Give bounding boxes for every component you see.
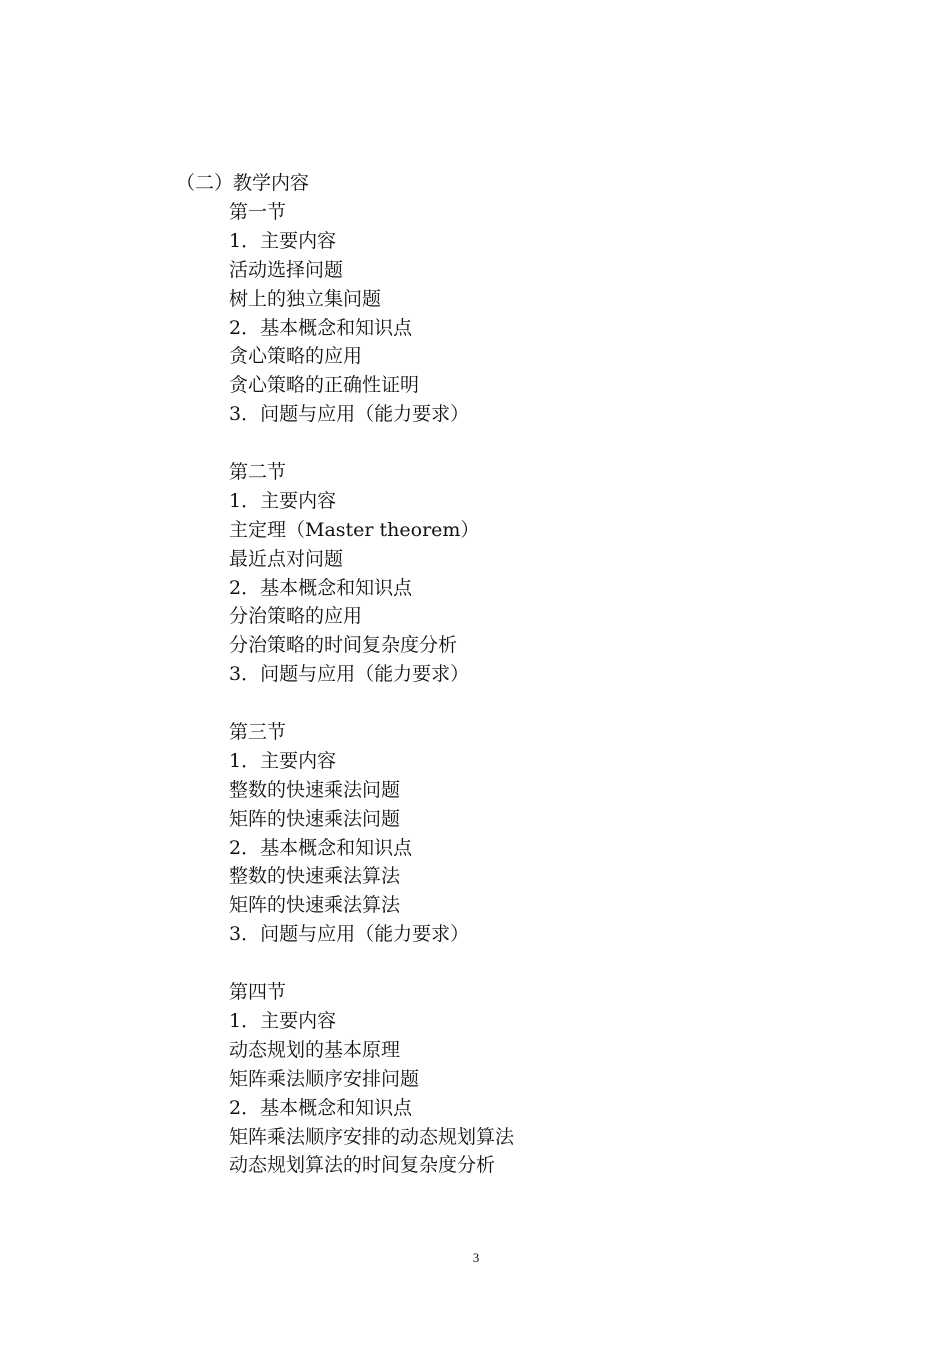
content-line: 3．问题与应用（能力要求） — [229, 923, 470, 946]
section-title-1: 第一节 — [229, 201, 287, 223]
content-line: 1．主要内容 — [229, 1009, 337, 1032]
content-line: 2．基本概念和知识点 — [229, 1096, 413, 1119]
content-line: 矩阵乘法顺序安排问题 — [229, 1067, 420, 1090]
content-line: 2．基本概念和知识点 — [229, 316, 413, 339]
section-title-4: 第四节 — [229, 981, 287, 1004]
content-line: 动态规划的基本原理 — [229, 1038, 401, 1061]
content-line: 主定理（Master theorem） — [229, 518, 480, 541]
content-line: 最近点对问题 — [229, 547, 344, 570]
blank-line — [229, 689, 869, 718]
page-number: 3 — [472, 1250, 480, 1265]
content-line: 1．主要内容 — [229, 489, 337, 512]
content-line: 分治策略的应用 — [229, 605, 363, 628]
content-line: 动态规划算法的时间复杂度分析 — [229, 1154, 496, 1177]
content-line: 2．基本概念和知识点 — [229, 836, 413, 859]
content-line: 3．问题与应用（能力要求） — [229, 403, 470, 426]
content-line: 贪心策略的应用 — [229, 345, 363, 368]
content-line: 树上的独立集问题 — [229, 287, 382, 310]
content-line: 活动选择问题 — [229, 258, 344, 281]
content-line: 1．主要内容 — [229, 749, 337, 772]
content-line: 贪心策略的正确性证明 — [229, 374, 420, 397]
blank-line — [229, 429, 869, 458]
content-line: 分治策略的时间复杂度分析 — [229, 634, 458, 657]
content-body — [229, 198, 869, 1180]
section-title-3: 第三节 — [229, 721, 287, 744]
content-line: 整数的快速乘法算法 — [229, 865, 401, 888]
content-line: 矩阵的快速乘法算法 — [229, 894, 401, 917]
content-line: 1．主要内容 — [229, 229, 337, 252]
content-line: 矩阵的快速乘法问题 — [229, 807, 401, 830]
section-heading: （二）教学内容 — [176, 172, 310, 194]
section-title-2: 第二节 — [229, 461, 287, 484]
content-line: 2．基本概念和知识点 — [229, 576, 413, 599]
blank-line — [229, 949, 869, 978]
content-line: 矩阵乘法顺序安排的动态规划算法 — [229, 1125, 515, 1148]
content-line: 3．问题与应用（能力要求） — [229, 663, 470, 686]
content-line: 整数的快速乘法问题 — [229, 778, 401, 801]
